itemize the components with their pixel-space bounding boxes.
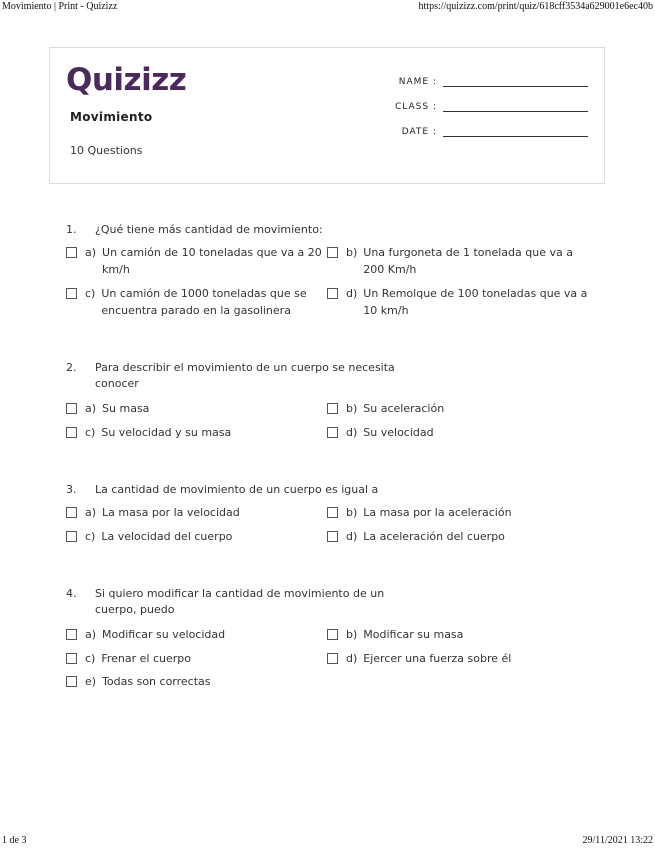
quizizz-logo: Quizizz [66, 62, 187, 98]
question-number: 2. [66, 361, 77, 374]
question-number: 1. [66, 223, 77, 236]
option-letter: d) [346, 652, 358, 665]
checkbox-icon[interactable] [327, 629, 338, 640]
q4-option-c[interactable] [66, 650, 331, 667]
checkbox-icon[interactable] [66, 676, 77, 687]
q3-option-a[interactable] [66, 504, 332, 521]
q1-option-b[interactable] [327, 244, 593, 278]
option-letter: b) [346, 246, 358, 259]
option-letter: d) [346, 530, 358, 543]
question-text: ¿Qué tiene más cantidad de movimiento: [95, 223, 323, 236]
q3-option-d[interactable] [327, 528, 593, 545]
q4-option-d[interactable] [327, 650, 593, 667]
option-text: La aceleración del cuerpo [363, 530, 505, 543]
quiz-title: Movimiento [70, 110, 153, 124]
option-letter: c) [85, 652, 96, 665]
option-text: Un camión de 1000 toneladas que se encuentra parado en la gasolinera [101, 287, 307, 317]
question-text: La cantidad de movimiento de un cuerpo es igual a [95, 483, 379, 496]
page-header-url: https://quizizz.com/print/quiz/618cff3534a629001e6ec40b [418, 1, 653, 12]
option-letter: c) [85, 530, 96, 543]
print-timestamp: 29/11/2021 13:22 [582, 835, 653, 846]
checkbox-icon[interactable] [66, 653, 77, 664]
option-text: La masa por la velocidad [102, 506, 240, 519]
option-letter: a) [85, 506, 97, 519]
question-number: 4. [66, 587, 77, 600]
question-number: 3. [66, 483, 77, 496]
option-letter: e) [85, 675, 97, 688]
checkbox-icon[interactable] [66, 507, 77, 518]
option-text: La masa por la aceleración [363, 506, 512, 519]
option-text: Modificar su masa [363, 628, 464, 641]
checkbox-icon[interactable] [327, 288, 338, 299]
checkbox-icon[interactable] [327, 653, 338, 664]
question-text: Si quiero modificar la cantidad de movimiento de un cuerpo, puedo [95, 587, 385, 616]
q4-option-a[interactable] [66, 626, 332, 643]
option-text: Ejercer una fuerza sobre él [363, 652, 512, 665]
option-letter: d) [346, 426, 358, 439]
option-letter: a) [85, 246, 97, 259]
option-text: La velocidad del cuerpo [101, 530, 233, 543]
q4-option-e[interactable] [66, 673, 332, 690]
checkbox-icon[interactable] [327, 507, 338, 518]
name-label: NAME : [398, 77, 437, 87]
option-text: Frenar el cuerpo [101, 652, 191, 665]
date-line [443, 126, 588, 137]
q4-option-b[interactable] [327, 626, 593, 643]
question-count: 10 Questions [70, 144, 143, 157]
option-text: Un camión de 10 toneladas que va a 20 km/h [102, 246, 322, 276]
option-letter: b) [346, 402, 358, 415]
date-label: DATE : [401, 127, 437, 137]
q1-option-a[interactable] [66, 244, 332, 278]
checkbox-icon[interactable] [66, 247, 77, 258]
option-letter: a) [85, 628, 97, 641]
q3-option-c[interactable] [66, 528, 331, 545]
q1-option-d[interactable] [327, 285, 593, 319]
q2-option-c[interactable] [66, 424, 331, 441]
q2-option-d[interactable] [327, 424, 593, 441]
option-text: Su velocidad [363, 426, 434, 439]
q2-option-b[interactable] [327, 400, 593, 417]
option-text: Una furgoneta de 1 tonelada que va a 200 Km/h [363, 246, 573, 276]
page-number: 1 de 3 [2, 835, 27, 846]
option-text: Modificar su velocidad [102, 628, 226, 641]
option-text: Su masa [102, 402, 150, 415]
class-field [377, 101, 588, 112]
question-text: Para describir el movimiento de un cuerpo se necesita conocer [95, 361, 395, 390]
option-letter: c) [85, 426, 96, 439]
option-text: Su aceleración [363, 402, 445, 415]
checkbox-icon[interactable] [66, 288, 77, 299]
checkbox-icon[interactable] [327, 427, 338, 438]
option-letter: b) [346, 628, 358, 641]
checkbox-icon[interactable] [327, 403, 338, 414]
quiz-header-card [49, 47, 605, 184]
option-letter: c) [85, 287, 96, 300]
option-letter: d) [346, 287, 358, 300]
checkbox-icon[interactable] [66, 531, 77, 542]
page-header-title: Movimiento | Print - Quizizz [2, 1, 118, 12]
option-letter: b) [346, 506, 358, 519]
option-text: Todas son correctas [102, 675, 211, 688]
checkbox-icon[interactable] [66, 629, 77, 640]
checkbox-icon[interactable] [327, 531, 338, 542]
q3-option-b[interactable] [327, 504, 593, 521]
option-text: Su velocidad y su masa [101, 426, 232, 439]
class-line [443, 101, 588, 112]
class-label: CLASS : [395, 102, 437, 112]
name-field [377, 76, 588, 87]
option-text: Un Remolque de 100 toneladas que va a 10 km/h [363, 287, 588, 317]
checkbox-icon[interactable] [327, 247, 338, 258]
date-field [377, 126, 588, 137]
q2-option-a[interactable] [66, 400, 332, 417]
checkbox-icon[interactable] [66, 403, 77, 414]
checkbox-icon[interactable] [66, 427, 77, 438]
name-line [443, 76, 588, 87]
option-letter: a) [85, 402, 97, 415]
q1-option-c[interactable] [66, 285, 331, 319]
